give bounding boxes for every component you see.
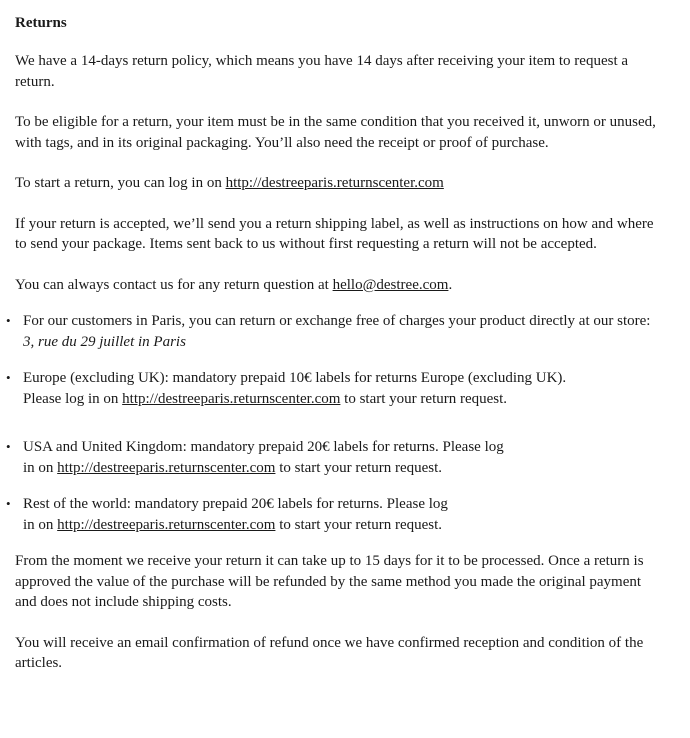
returns-policy-page (6, 13, 665, 674)
contact-suffix: . (448, 276, 453, 293)
bullet-icon: • (6, 496, 11, 511)
usa-uk-suffix: to start your return request. (275, 459, 443, 476)
contact-email-link[interactable]: hello@destree.com (332, 276, 449, 293)
eligibility-paragraph: To be eligible for a return, your item must be in the same condition that you received it, unworn or unused, with tags, and in its original packaging. You’ll also need the receipt or proof of purchase. (15, 114, 656, 151)
usa-uk-login-text: in on (23, 459, 58, 476)
paris-text: For our customers in Paris, you can return or exchange free of charges your product directly at our store: (23, 313, 651, 329)
page-title: Returns (15, 15, 67, 31)
processing-paragraph: From the moment we receive your return it can take up to 15 days for it to be processed. Once a return is approved the value of the purchase will be refunded by the same method you made the original payment and does not include shipping costs. (15, 553, 644, 610)
europe-login-text: Please log in on (23, 390, 123, 407)
list-item-rest-of-world (6, 494, 665, 535)
store-address: 3, rue du 29 juillet in Paris (23, 333, 186, 350)
contact-text: You can always contact us for any return question at (15, 276, 333, 293)
contact-paragraph (15, 275, 665, 296)
rest-suffix: to start your return request. (275, 516, 443, 533)
europe-text: Europe (excluding UK): mandatory prepaid 10€ labels for returns Europe (excluding UK). (23, 370, 567, 386)
start-return-text: To start a return, you can log in on (15, 175, 226, 191)
europe-returns-link[interactable]: http://destreeparis.returnscenter.com (122, 390, 341, 407)
europe-suffix: to start your return request. (340, 390, 508, 407)
usa-uk-returns-link[interactable]: http://destreeparis.returnscenter.com (57, 459, 276, 476)
confirmation-paragraph: You will receive an email confirmation of refund once we have confirmed reception and condition of the articles. (15, 634, 644, 671)
usa-uk-text: USA and United Kingdom: mandatory prepaid 20€ labels for returns. Please log (23, 439, 504, 455)
list-item-europe (6, 368, 665, 409)
returns-center-link[interactable]: http://destreeparis.returnscenter.com (225, 175, 444, 191)
return-options-list (6, 311, 665, 535)
policy-paragraph: We have a 14-days return policy, which means you have 14 days after receiving your item to request a return. (15, 53, 629, 90)
accepted-paragraph: If your return is accepted, we’ll send you a return shipping label, as well as instructions on how and where to send your package. Items sent back to us without first requesting a return will not be accepted. (15, 215, 654, 252)
bullet-icon: • (6, 439, 11, 454)
bullet-icon: • (6, 313, 11, 328)
start-return-paragraph (15, 173, 665, 194)
list-item-paris (6, 311, 665, 352)
bullet-icon: • (6, 370, 11, 385)
list-item-usa-uk (6, 437, 665, 478)
rest-text: Rest of the world: mandatory prepaid 20€ labels for returns. Please log (23, 496, 448, 512)
rest-login-text: in on (23, 516, 58, 533)
rest-returns-link[interactable]: http://destreeparis.returnscenter.com (57, 516, 276, 533)
